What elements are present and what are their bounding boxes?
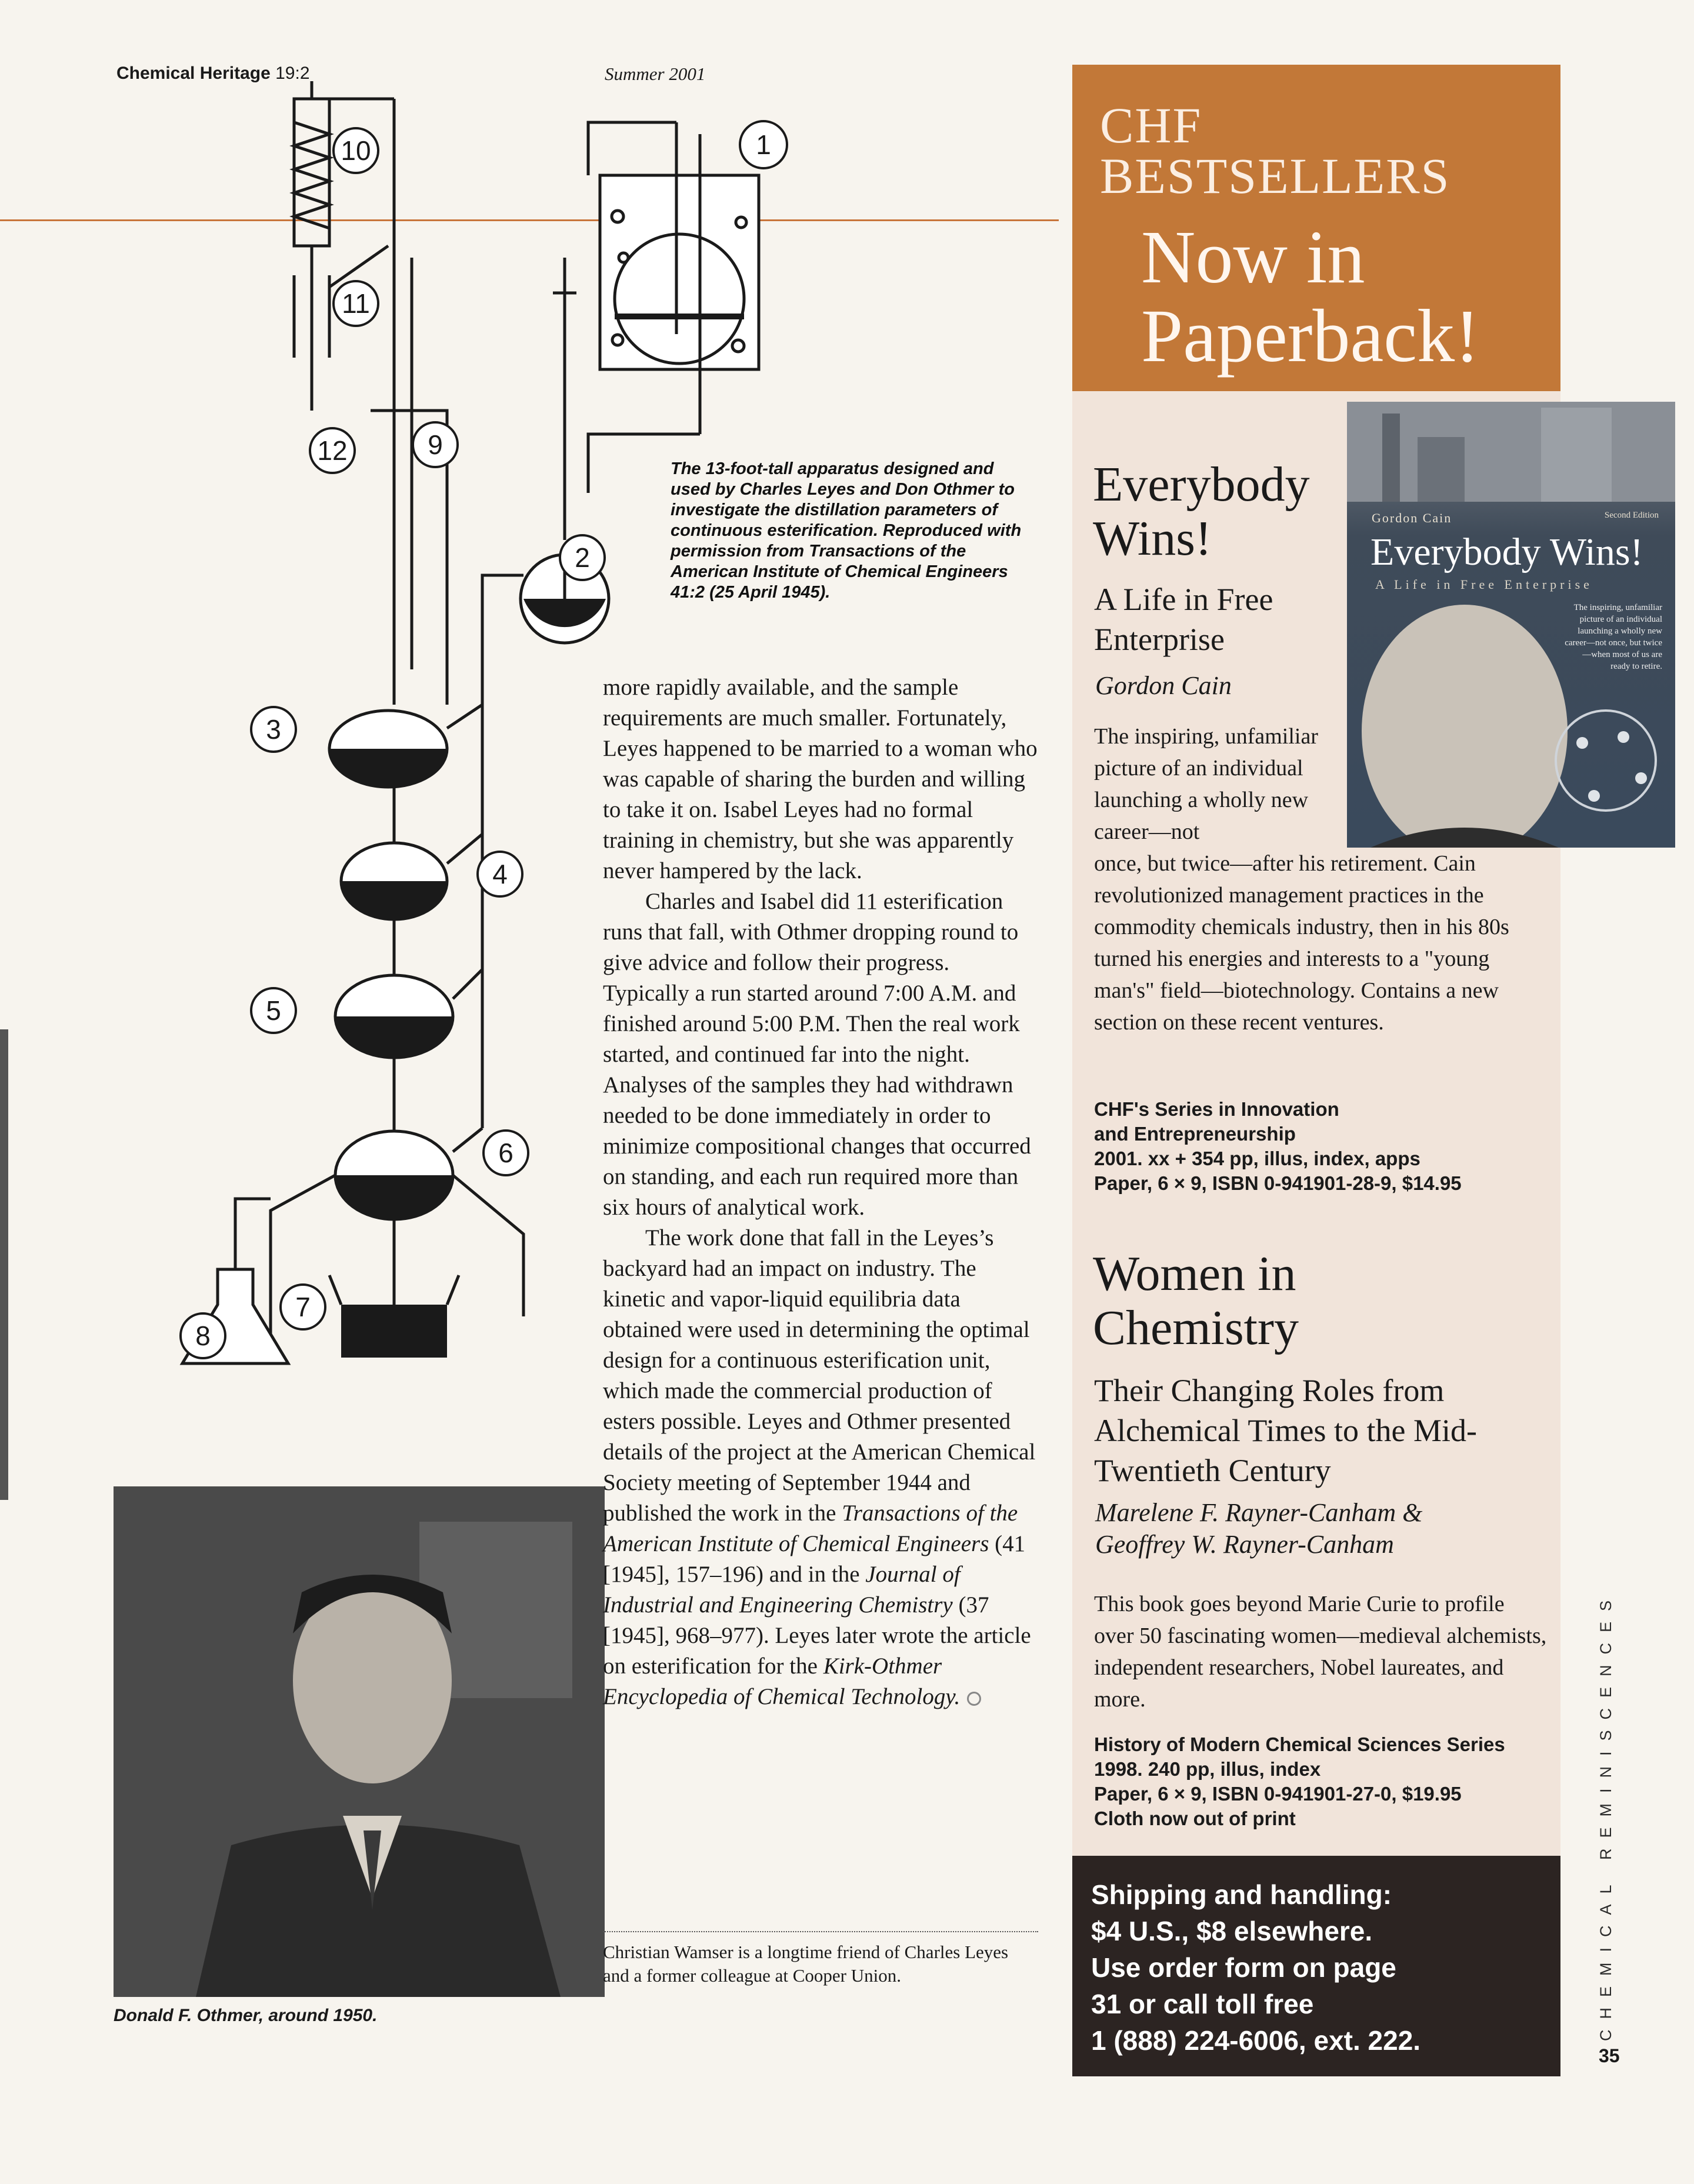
cover-edition: Second Edition <box>1604 511 1659 520</box>
issue-date: Summer 2001 <box>605 64 706 84</box>
feed-reservoir <box>588 122 759 434</box>
ad-heading-paperback: Now in Paperback! <box>1141 215 1480 378</box>
label-11: 11 <box>342 288 370 319</box>
article-paragraph-2: Charles and Isabel did 11 esterification runs that fall, with Othmer dropping round to give advice and follow their progress. Typically a run started around 7:00 A.M. and finished around 5:00 P.M. Then the real work started, and continued far into the night. Analyses of the samples they had withdrawn needed to be done immediately in order to minimize compositional changes that occurred on standing, and each run required more than six hours of analytical work. <box>603 889 1031 1220</box>
label-8: 8 <box>195 1321 211 1351</box>
cover-author: Gordon Cain <box>1372 511 1452 525</box>
label-1: 1 <box>756 129 771 160</box>
book2-subtitle: Their Changing Roles from Alchemical Times to the Mid-Twentieth Century <box>1094 1373 1477 1488</box>
end-of-article-mark <box>967 1692 981 1706</box>
book1-author: Gordon Cain <box>1095 671 1232 700</box>
book2-title: Women in Chemistry <box>1093 1246 1299 1355</box>
article-body <box>603 672 1038 1712</box>
article-paragraph-3: The work done that fall in the Leyes’s backyard had an impact on industry. The kinetic and vapor-liquid equilibria data obtained were used in determining the optimal design for a continuous esterification unit, which made the commercial production of esters possible. Leyes and Othmer presented details of the project at the American Chemical Society meeting of September 1944 and published the work in the Transactions of the American Institute of Chemical Engineers (41 [1945], 157–196) and in the Journal of Industrial and Engineering Chemistry (37 [1945], 968–977). Leyes later wrote the article on esterification for the Kirk-Othmer Encyclopedia of Chemical Technology. <box>603 1225 1036 1709</box>
journal-citation-1: Transactions of the American Institute of Chemical Engineers <box>603 1501 1018 1556</box>
label-6: 6 <box>498 1138 513 1168</box>
book1-specs: CHF's Series in Innovation and Entrepreneurship 2001. xx + 354 pp, illus, index, apps Paper, 6 × 9, ISBN 0-941901-28-9, $14.95 <box>1094 1098 1462 1194</box>
stage-flasks <box>271 705 523 1358</box>
author-note: Christian Wamser is a longtime friend of Charles Leyes and a former colleague at Cooper Union. <box>603 1931 1038 1988</box>
label-7: 7 <box>295 1292 311 1322</box>
cover-title: Everybody Wins! <box>1370 531 1643 573</box>
ad-heading-chf: CHF BESTSELLERS <box>1100 97 1450 204</box>
section-side-label: CHEMICAL REMINISCENCES <box>1597 1589 1615 2041</box>
label-9: 9 <box>428 429 443 460</box>
book-citation: Kirk-Othmer Encyclopedia of Chemical Technology. <box>603 1653 961 1709</box>
book1-subtitle: A Life in Free Enterprise <box>1094 582 1273 657</box>
shipping-info: Shipping and handling: $4 U.S., $8 elsewhere. Use order form on page 31 or call toll free 1 (888) 224-6006, ext. 222. <box>1091 1876 1550 2059</box>
portrait-figure <box>114 1486 605 1997</box>
book2-authors: Marelene F. Rayner-Canham & Geoffrey W. Rayner-Canham <box>1095 1498 1423 1559</box>
label-5: 5 <box>266 995 281 1026</box>
cover-subtitle: A Life in Free Enterprise <box>1375 577 1593 592</box>
label-4: 4 <box>492 859 508 889</box>
label-10: 10 <box>341 135 371 166</box>
journal-title: Chemical Heritage 19:2 <box>116 64 310 83</box>
order-phone-number: 1 (888) 224-6006, ext. 222. <box>1091 2025 1421 2056</box>
book1-title: Everybody Wins! <box>1093 457 1310 566</box>
book1-description: The inspiring, unfamiliar picture of an individual launching a wholly new career—not once, but twice—after his retirement. Cain revolutionized management practices in the commodity chemicals industry, then in his 80s turned his energies and interests to a "young man's" field—biotechnology. Contains a new section on these recent ventures. <box>1094 724 1509 1035</box>
column-tubes <box>371 258 447 705</box>
book2-description: This book goes beyond Marie Curie to profile over 50 fascinating women—medieval alchemists, independent researchers, Nobel laureates, and more. <box>1094 1592 1547 1712</box>
article-paragraph-1: more rapidly available, and the sample requirements are much smaller. Fortunately, Leyes happened to be married to a woman who was capable of sharing the burden and willing to take it on. Isabel Leyes had no formal training in chemistry, but she was apparently never hampered by the lack. <box>603 675 1038 883</box>
cover-blurb: The inspiring, unfamiliar picture of an individual launching a wholly new career—not once, but twice—when most of us are ready to retire. <box>1565 603 1662 671</box>
journal-citation-2: Journal of Industrial and Engineering Chemistry <box>603 1562 961 1618</box>
book2-specs: History of Modern Chemical Sciences Series 1998. 240 pp, illus, index Paper, 6 × 9, ISBN 0-941901-27-0, $19.95 Cloth now out of print <box>1094 1733 1505 1829</box>
issue-number: 19:2 <box>275 64 310 83</box>
diagram-caption: The 13-foot-tall apparatus designed and used by Charles Leyes and Don Othmer to investigate the distillation parameters of continuous esterification. Reproduced with permission from Transactions of the American Institute of Chemical Engineers 41:2 (25 April 1945). <box>671 459 1022 602</box>
photo-caption: Donald F. Othmer, around 1950. <box>114 2006 378 2025</box>
label-3: 3 <box>266 714 281 745</box>
label-2: 2 <box>575 542 590 573</box>
scan-edge-shadow <box>0 1029 8 1500</box>
label-12: 12 <box>317 435 348 466</box>
page-number: 35 <box>1599 2045 1620 2066</box>
othmer-portrait-photo <box>114 1486 605 1997</box>
